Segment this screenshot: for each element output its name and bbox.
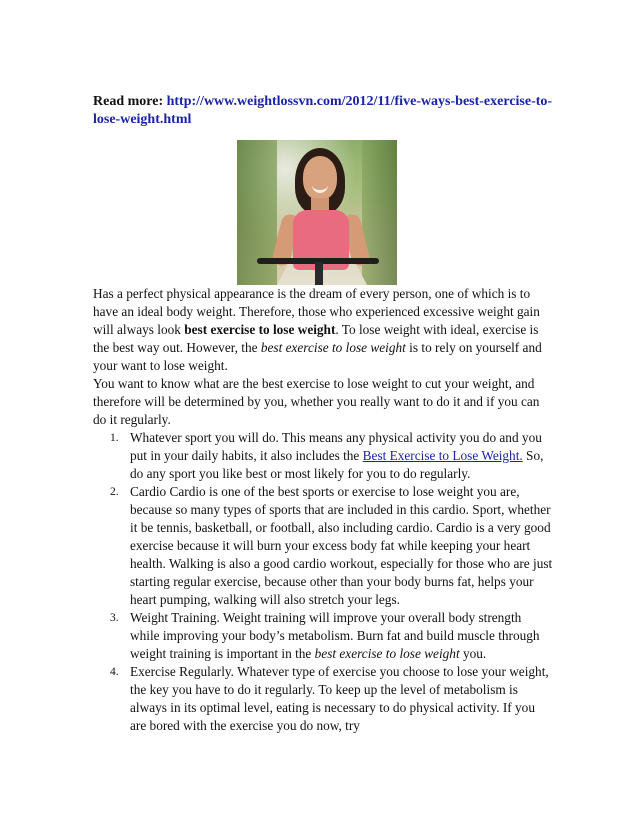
list-item: 4. Exercise Regularly. Whatever type of exercise you choose to lose your weight, the key you have to do it regularly. To keep up the level of metabolism is always in its optimal level, eating is necessary to do physical activity. If you are bored with the exercise you do now, try — [110, 664, 549, 733]
second-paragraph: You want to know what are the best exercise to lose weight to cut your weight, and therefore will be determined by you, whether you really want to do it and if you can do it regularly. — [93, 376, 540, 427]
list-number: 2. — [110, 486, 119, 498]
list-number: 3. — [110, 612, 119, 624]
list-item: 2. Cardio Cardio is one of the best sports or exercise to lose weight you are, because so many types of sports that are included in this cardio. Sport, whether it be tennis, basketball, or football, also including cardio. Cardio is a very good exercise because it will burn your excess body fat while keeping your heart health. Walking is also a good cardio workout, especially for those who are just starting regular exercise, because other than your body burns fat, helps your heart pumping, walking will also stretch your legs. — [110, 484, 553, 607]
list-number: 4. — [110, 666, 119, 678]
woman-cycling-photo — [237, 140, 397, 285]
list-number: 1. — [110, 432, 119, 444]
list-item: 1. Whatever sport you will do. This means any physical activity you do and you put in your daily habits, it also includes the Best Exercise to Lose Weight. So, do any sport you like best or most likely for you to do regularly. — [110, 430, 544, 481]
read-more-label: Read more: — [93, 94, 164, 109]
exercise-list — [93, 429, 553, 735]
article-body — [93, 285, 553, 735]
bold-keyword: best exercise to lose weight — [184, 322, 336, 337]
italic-keyword: best exercise to lose weight — [260, 340, 406, 355]
read-more-link[interactable]: http://www.weightlossvn.com/2012/11/five-ways-best-exercise-to-lose-weight.html — [93, 94, 553, 127]
italic-keyword: best exercise to lose weight — [314, 646, 460, 661]
read-more-line — [93, 93, 553, 129]
list-item: 3. Weight Training. Weight training will improve your overall body strength while improving your body’s metabolism. Burn fat and build muscle through weight training is important in the best exercise to lose weight you. — [110, 610, 540, 661]
best-exercise-link[interactable]: Best Exercise to Lose Weight. — [362, 448, 523, 463]
intro-paragraph: Has a perfect physical appearance is the dream of every person, one of which is to have an ideal body weight. Therefore, those who experienced excessive weight gain will always look best exercise to lose weight. To lose weight with ideal, exercise is the best way out. However, the best exercise to lose weight is to rely on yourself and your want to lose weight. — [93, 286, 542, 373]
